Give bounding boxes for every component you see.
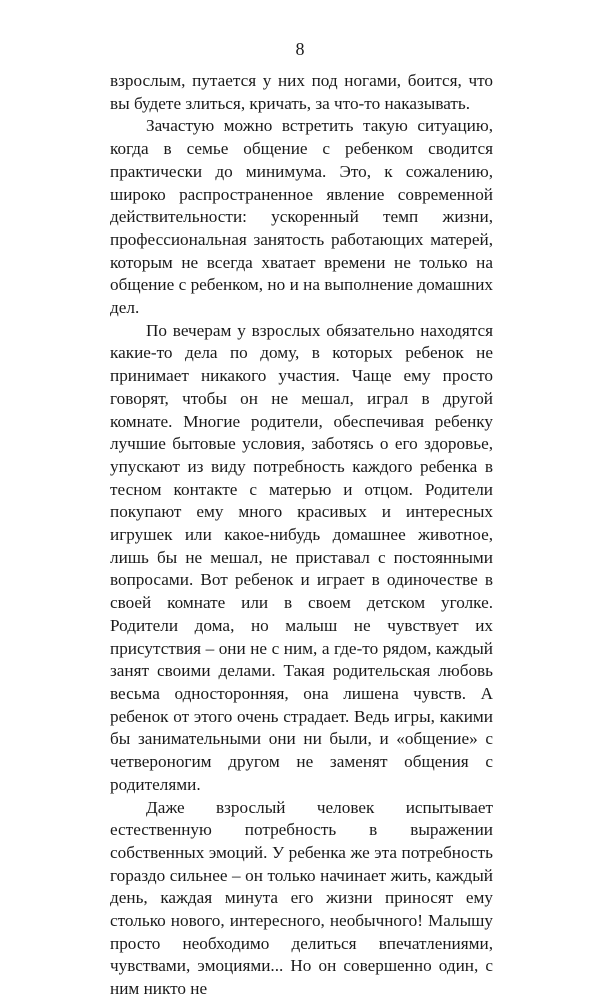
paragraph: По вечерам у взрослых обязательно находятся какие-то дела по дому, в которых ребенок не принимает никакого участия. Чаще ему просто говорят, чтобы он не мешал, играл в другой комнате. Многие родители, обеспечивая ребенку лучшие бытовые условия, заботясь о его здоровье, упускают из виду потребность каждого ребенка в тесном контакте с матерью и отцом. Родители покупают ему много красивых и интересных игрушек или какое-нибудь домашнее животное, лишь бы не мешал, не приставал с постоянными вопросами. Вот ребенок и играет в одиночестве в своей комнате или в своем детском уголке. Родители дома, но малыш не чувствует их присутствия – они не с ним, а где-то рядом, каждый занят своими делами. Такая родительская любовь весьма односторонняя, она лишена чувств. А ребенок от этого очень страдает. Ведь игры, какими бы занимательными они ни были, и «общение» с четвероногим другом не заменят общения с родителями. xyxy=(110,320,493,794)
paragraph: Зачастую можно встретить такую ситуацию, когда в семье общение с ребенком сводится практически до минимума. Это, к сожалению, широко распространенное явление современной действительности: ускоренный темп жизни, профессиональная занятость работающих матерей, которым не всегда хватает времени не только на общение с ребенком, но и на выполнение домашних дел. xyxy=(110,116,493,318)
body-text xyxy=(110,70,493,1001)
page-number: 8 xyxy=(295,39,305,59)
paragraph: Даже взрослый человек испытывает естественную потребность в выражении собственных эмоций. У ребенка же эта потребность гораздо сильнее – он только начинает жить, каждый день, каждая минута его жизни приносят ему столько нового, интересного, необычного! Малышу просто необходимо делиться впечатлениями, чувствами, эмоциями... Но он совершенно один, с ним никто не xyxy=(110,797,493,999)
paragraph-continuation: взрослым, путается у них под ногами, боится, что вы будете злиться, кричать, за что-то наказывать. xyxy=(110,71,493,113)
